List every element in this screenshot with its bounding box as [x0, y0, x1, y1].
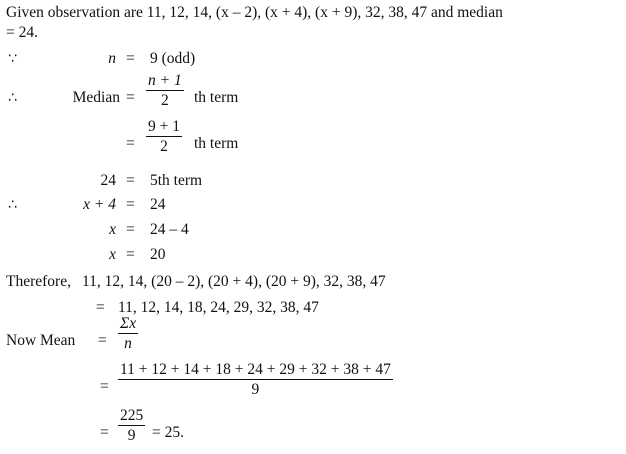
fraction-numerator: 9 + 1 — [148, 118, 180, 135]
step-x-lhs-2: x — [109, 246, 116, 263]
step-24-lhs: 24 — [100, 172, 116, 189]
intro-line-2: = 24. — [6, 24, 38, 41]
step-n-lhs: n — [108, 50, 116, 67]
mean-eq-1: = — [98, 332, 107, 349]
fraction-numerator: 225 — [120, 407, 144, 424]
median-eq: = — [126, 89, 135, 106]
intro-line-1: Given observation are 11, 12, 14, (x – 2), (x + 4), (x + 9), 32, 38, 47 and median — [6, 4, 503, 21]
fraction-numerator: Σx — [120, 315, 137, 332]
step-x-rhs-1: 24 – 4 — [150, 221, 189, 238]
step-9plus1-suffix: th term — [194, 135, 239, 152]
fraction-denominator: 9 — [127, 427, 136, 444]
mean-eq-2: = — [100, 378, 109, 395]
because-symbol: ∵ — [8, 51, 17, 67]
mean-result: = 25. — [152, 424, 184, 441]
sequence-eq: = — [96, 299, 105, 316]
therefore-symbol-1: ∴ — [8, 90, 17, 106]
step-24-rhs: 5th term — [150, 172, 203, 189]
fraction-n-plus-1-over-2 — [146, 72, 184, 109]
fraction-denominator: 9 — [251, 381, 260, 398]
fraction-denominator: 2 — [160, 92, 169, 109]
mean-label: Now Mean — [6, 332, 76, 349]
fraction-sigma-x-over-n — [118, 315, 138, 352]
therefore-label: Therefore, — [6, 273, 71, 290]
step-x-rhs-2: 20 — [150, 246, 166, 263]
sequence-values: 11, 12, 14, 18, 24, 29, 32, 38, 47 — [118, 299, 319, 316]
fraction-denominator: 2 — [160, 138, 168, 155]
fraction-sum-over-9 — [118, 361, 393, 398]
fraction-numerator: 11 + 12 + 14 + 18 + 24 + 29 + 32 + 38 + 47 — [120, 361, 391, 378]
step-n-eq: = — [126, 50, 135, 67]
therefore-symbol-2: ∴ — [8, 197, 17, 213]
sequence-substituted: 11, 12, 14, (20 – 2), (20 + 4), (20 + 9), 32, 38, 47 — [82, 273, 386, 290]
fraction-numerator: n + 1 — [148, 72, 182, 89]
fraction-9-plus-1-over-2 — [146, 118, 182, 155]
step-x-lhs-1: x — [109, 221, 116, 238]
step-x-eq-1: = — [126, 221, 135, 238]
median-label: Median — [72, 89, 120, 106]
step-x4-eq: = — [126, 196, 135, 213]
step-x4-lhs: x + 4 — [83, 196, 116, 213]
step-n-rhs: 9 (odd) — [150, 50, 196, 67]
step-x-eq-2: = — [126, 246, 135, 263]
median-suffix: th term — [194, 89, 239, 106]
step-9plus1-eq: = — [126, 135, 135, 152]
fraction-225-over-9 — [118, 407, 145, 444]
step-x4-rhs: 24 — [150, 196, 166, 213]
fraction-denominator: n — [124, 335, 132, 352]
step-24-eq: = — [126, 172, 135, 189]
mean-eq-3: = — [100, 424, 109, 441]
